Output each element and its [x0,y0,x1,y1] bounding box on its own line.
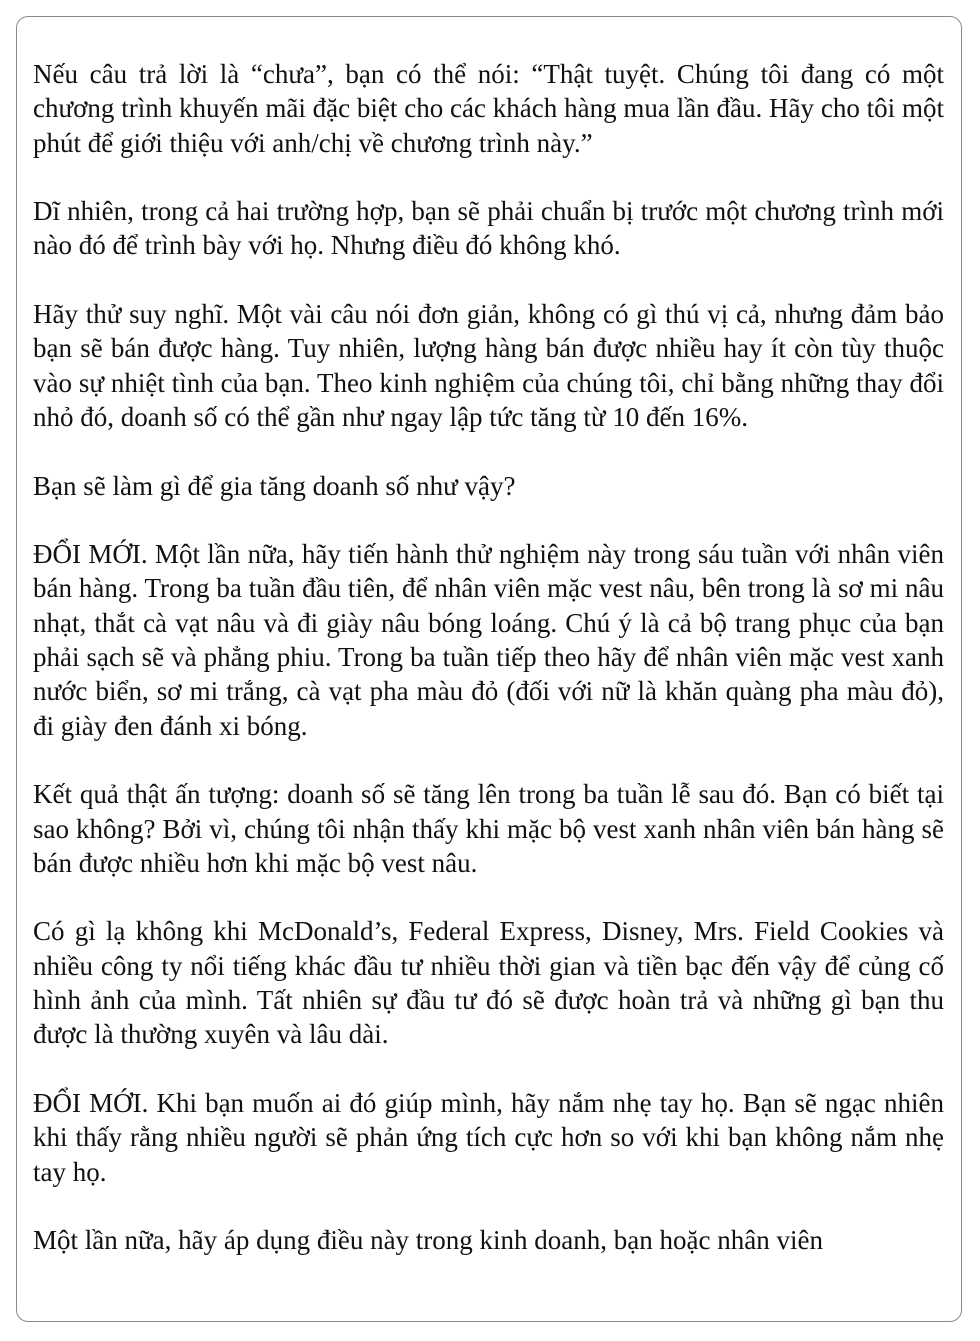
paragraph-2: Dĩ nhiên, trong cả hai trường hợp, bạn sẽ phải chuẩn bị trước một chương trình mới nào đó để trình bày với họ. Nhưng điều đó không khó. [33,196,944,261]
paragraph-8: ĐỔI MỚI. Khi bạn muốn ai đó giúp mình, hãy nắm nhẹ tay họ. Bạn sẽ ngạc nhiên khi thấy rằng nhiều người sẽ phản ứng tích cực hơn so với khi bạn không nắm nhẹ tay họ. [33,1087,944,1187]
document-body [33,57,944,1257]
paragraph-9: Một lần nữa, hãy áp dụng điều này trong kinh doanh, bạn hoặc nhân viên [33,1225,823,1256]
paragraph-1: Nếu câu trả lời là “chưa”, bạn có thể nói: “Thật tuyệt. Chúng tôi đang có một chương trình khuyến mãi đặc biệt cho các khách hàng mua lần đầu. Hãy cho tôi một phút để giới thiệu với anh/chị về chương trình này.” [33,59,944,158]
paragraph-6: Kết quả thật ấn tượng: doanh số sẽ tăng lên trong ba tuần lễ sau đó. Bạn có biết tại sao không? Bởi vì, chúng tôi nhận thấy khi mặc bộ vest xanh nhân viên bán hàng sẽ bán được nhiều hơn khi mặc bộ vest nâu. [33,779,944,878]
paragraph-3: Hãy thử suy nghĩ. Một vài câu nói đơn giản, không có gì thú vị cả, nhưng đảm bảo bạn sẽ bán được hàng. Tuy nhiên, lượng hàng bán được nhiều hay ít còn tùy thuộc vào sự nhiệt tình của bạn. Theo kinh nghiệm của chúng tôi, chỉ bằng những thay đổi nhỏ đó, doanh số có thể gần như ngay lập tức tăng từ 10 đến 16%. [33,299,944,432]
paragraph-5: ĐỔI MỚI. Một lần nữa, hãy tiến hành thử nghiệm này trong sáu tuần với nhân viên bán hàng. Trong ba tuần đầu tiên, để nhân viên mặc vest nâu, bên trong là sơ mi nâu nhạt, thắt cà vạt nâu và đi giày nâu bóng loáng. Chú ý là cả bộ trang phục của bạn phải sạch sẽ và phẳng phiu. Trong ba tuần tiếp theo hãy để nhân viên mặc vest xanh nước biển, sơ mi trắng, cà vạt pha màu đỏ (đối với nữ là khăn quàng pha màu đỏ), đi giày đen đánh xi bóng. [33,539,944,741]
paragraph-7: Có gì lạ không khi McDonald’s, Federal Express, Disney, Mrs. Field Cookies và nhiều công ty nổi tiếng khác đầu tư nhiều thời gian và tiền bạc đến vậy để củng cố hình ảnh của mình. Tất nhiên sự đầu tư đó sẽ được hoàn trả và những gì bạn thu được là thường xuyên và lâu dài. [33,916,944,1050]
paragraph-4: Bạn sẽ làm gì để gia tăng doanh số như vậy? [33,470,516,501]
